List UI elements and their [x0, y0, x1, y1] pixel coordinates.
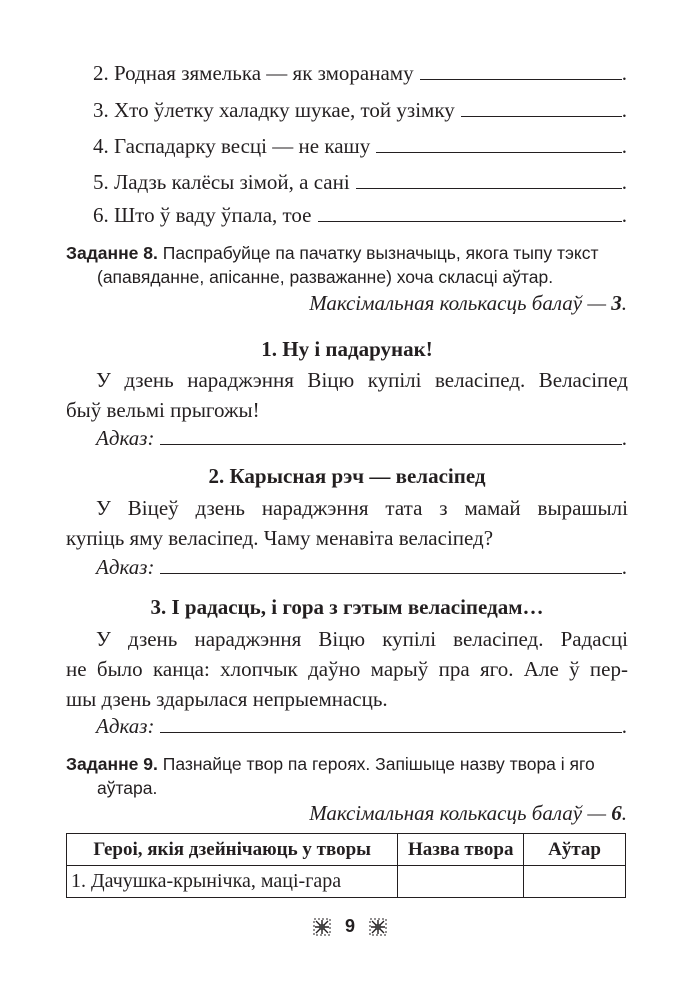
max-points-9: [309, 801, 627, 826]
max-points-8: [309, 291, 627, 316]
answer-end: .: [621, 714, 627, 738]
max-points-end: .: [621, 291, 627, 315]
paragraph-line: У дзень нараджэння Віцю купілі веласіпед. Веласіпед: [96, 368, 628, 392]
proverb-text: 4. Гаспадарку весці — не кашу: [93, 134, 371, 158]
story-paragraph: [66, 365, 628, 425]
proverb-end: .: [621, 134, 627, 158]
paragraph-line: купіць яму веласіпед. Чаму менавіта веласіпед?: [66, 526, 494, 550]
proverb-text: 5. Ладзь калёсы зімой, а сані: [93, 170, 350, 194]
max-points-text: Максімальная колькасць балаў —: [309, 801, 606, 825]
column-header-heroes: Героі, якія дзейнічаюць у творы: [67, 834, 398, 866]
max-points-end: .: [621, 801, 627, 825]
answer-blank[interactable]: [376, 134, 622, 153]
task-text-line1: Паспрабуйце па пачатку вызначыць, якога тыпу тэкст: [162, 243, 599, 263]
answer-label: Адказ:: [96, 426, 155, 450]
proverb-item: [93, 98, 627, 128]
cell-title[interactable]: [398, 866, 524, 898]
answer-blank[interactable]: [420, 61, 622, 80]
cell-author[interactable]: [524, 866, 626, 898]
table-row: [67, 866, 626, 898]
column-header-title: Назва твора: [398, 834, 524, 866]
max-points-value: 3: [611, 291, 622, 315]
answer-label: Адказ:: [96, 555, 155, 579]
task-text-line2: (апавяданне, апісанне, разважанне) хоча скласці аўтар.: [97, 267, 554, 287]
column-header-author: Аўтар: [524, 834, 626, 866]
proverb-text: 6. Што ў ваду ўпала, тое: [93, 203, 312, 227]
story-title: 1. Ну і падарунак!: [261, 337, 433, 361]
snowflake-ornament-icon: [369, 918, 387, 936]
heroes-table: [66, 833, 626, 898]
proverb-end: .: [621, 61, 627, 85]
answer-blank[interactable]: [160, 555, 621, 574]
page-footer: [0, 916, 700, 937]
max-points-value: 6: [611, 801, 622, 825]
story-paragraph: [66, 493, 628, 553]
proverb-end: .: [621, 98, 627, 122]
task-8-instruction: [66, 241, 628, 289]
proverb-end: .: [621, 203, 627, 227]
proverb-item: [93, 61, 627, 91]
answer-blank[interactable]: [461, 98, 622, 117]
table-header-row: [67, 834, 626, 866]
answer-end: .: [621, 426, 627, 450]
story-title: 2. Карысная рэч — веласіпед: [208, 464, 486, 488]
answer-blank[interactable]: [318, 203, 622, 222]
snowflake-ornament-icon: [313, 918, 331, 936]
task-9-instruction: [66, 752, 628, 800]
answer-end: .: [621, 555, 627, 579]
task-label: Заданне 9.: [66, 754, 158, 774]
paragraph-line: шы дзень здарылася непрыемнасць.: [66, 687, 388, 711]
paragraph-line: быў вельмі прыгожы!: [66, 398, 260, 422]
answer-label: Адказ:: [96, 714, 155, 738]
answer-blank[interactable]: [356, 170, 622, 189]
cell-heroes: 1. Дачушка-крынічка, маці-гара: [67, 866, 398, 898]
paragraph-line: У Віцеў дзень нараджэння тата з мамай вырашылі: [96, 496, 628, 520]
answer-field: [96, 714, 627, 739]
page-number: 9: [344, 916, 355, 936]
answer-blank[interactable]: [160, 714, 621, 733]
proverb-text: 2. Родная зямелька — як зморанаму: [93, 61, 414, 85]
task-text-line1: Пазнайце твор па героях. Запішыце назву твора і яго: [162, 754, 595, 774]
proverb-item: [93, 170, 627, 200]
proverb-item: [93, 134, 627, 164]
task-label: Заданне 8.: [66, 243, 158, 263]
proverb-end: .: [621, 170, 627, 194]
story-title: 3. І радасць, і гора з гэтым веласіпедам…: [150, 595, 544, 619]
paragraph-line: У дзень нараджэння Віцю купілі веласіпед. Радасці: [96, 627, 628, 651]
answer-blank[interactable]: [160, 426, 621, 445]
proverb-text: 3. Хто ўлетку халадку шукае, той узімку: [93, 98, 455, 122]
task-text-line2: аўтара.: [97, 778, 158, 798]
answer-field: [96, 555, 627, 580]
answer-field: [96, 426, 627, 451]
proverb-item: [93, 203, 627, 233]
story-paragraph: [66, 624, 628, 714]
max-points-text: Максімальная колькасць балаў —: [309, 291, 606, 315]
paragraph-line: не было канца: хлопчык даўно марыў пра яго. Але ў пер-: [66, 657, 628, 681]
